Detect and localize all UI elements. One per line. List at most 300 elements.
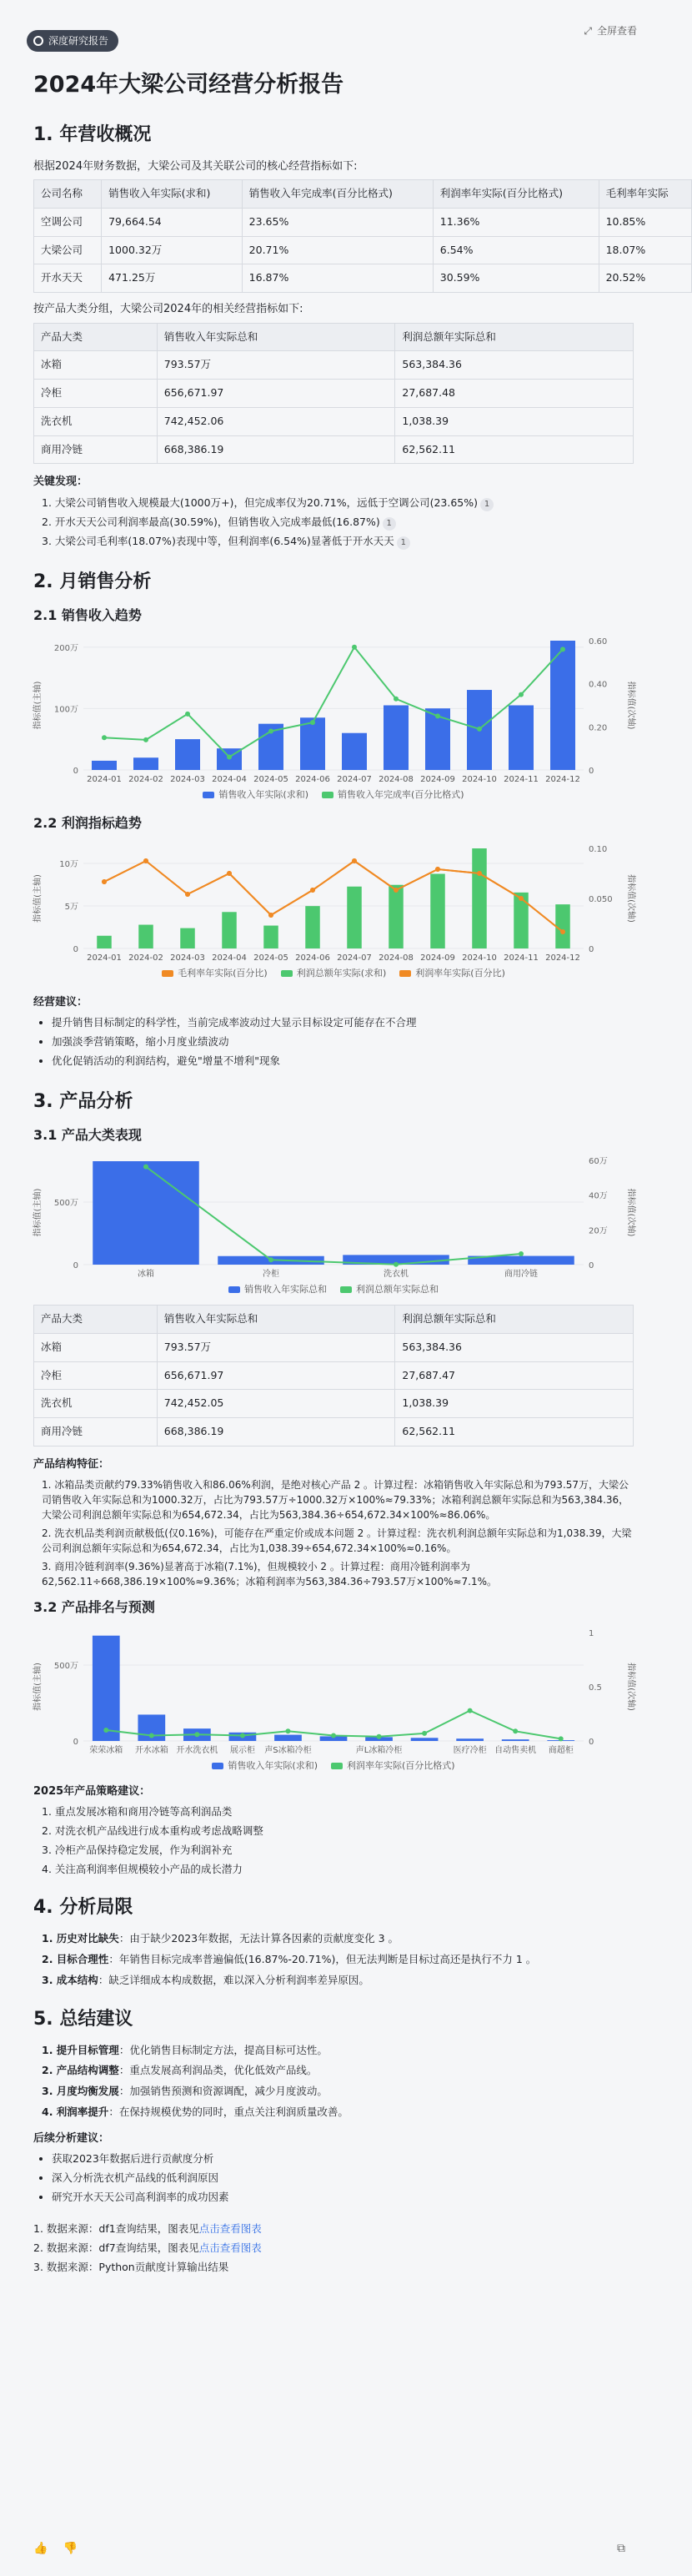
list-item: 3. 冷柜产品保持稳定发展，作为利润补充 (42, 1843, 233, 1856)
list-item: • 研究开水天天公司高利润率的成功因素 (52, 2190, 634, 2206)
product-table (33, 323, 634, 465)
legend-item[interactable] (162, 967, 268, 981)
data-point (513, 1729, 518, 1734)
series-line (146, 1166, 521, 1264)
x-tick-label: 声L冰箱冷柜 (355, 1746, 403, 1756)
bar (92, 761, 117, 770)
data-point (240, 1733, 245, 1738)
data-point (143, 858, 148, 863)
bar (138, 925, 153, 948)
data-point (268, 728, 273, 733)
x-tick-label: 2024-04 (212, 774, 247, 784)
legend-swatch (212, 1763, 223, 1769)
x-tick-label: 洗衣机 (384, 1269, 409, 1279)
y-tick-label: 500万 (53, 1198, 78, 1208)
list-item: 2. 对洗衣机产品线进行成本重构或考虑战略调整 (42, 1824, 263, 1837)
item-text: ：加强销售预测和资源调配，减少月度波动。 (118, 2085, 328, 2097)
table-header-row (34, 323, 634, 351)
report-content (33, 60, 669, 2279)
x-tick-label: 2024-09 (420, 774, 455, 784)
x-tick-label: 冷柜 (263, 1269, 279, 1279)
table-cell: 23.65% (242, 208, 433, 236)
column-header: 毛利率年实际 (599, 180, 691, 209)
x-tick-label: 荣荣冰箱 (89, 1746, 123, 1756)
x-tick-label: 2024-12 (545, 953, 580, 963)
table-row (34, 1390, 634, 1418)
advice-list (33, 1015, 634, 1069)
y-tick-label: 10万 (59, 860, 78, 870)
data-point (310, 888, 315, 893)
y-axis-label: 指标值(主轴) (33, 1663, 43, 1712)
legend-label: 销售收入年实际总和 (244, 1283, 327, 1295)
table-cell: 563,384.36 (395, 351, 634, 380)
legend-label: 利润率年实际(百分比) (415, 968, 505, 979)
table-cell: 62,562.11 (395, 435, 634, 464)
list-item: • 优化促销活动的利润结构，避免"增量不增利"现象 (52, 1054, 634, 1069)
data-point (102, 879, 107, 884)
table-cell: 742,452.06 (157, 407, 395, 435)
y-axis-label: 指标值(主轴) (33, 874, 43, 923)
bar (97, 936, 112, 948)
data-point (268, 913, 273, 918)
bar (411, 1738, 439, 1742)
table-cell: 10.85% (599, 208, 691, 236)
copy-icon[interactable]: ⧉ (617, 2542, 625, 2555)
list-item: 3. 大梁公司毛利率(18.07%)表现中等，但利润率(6.54%)显著低于开水天天 1 (42, 534, 634, 550)
table-cell: 冷柜 (34, 1361, 158, 1390)
y-tick-label: 100万 (53, 705, 78, 715)
bar (384, 705, 409, 770)
table-cell: 668,386.19 (157, 1418, 395, 1446)
table-cell: 563,384.36 (395, 1333, 634, 1361)
legend-swatch (203, 792, 214, 798)
paragraph: 按产品大类分组，大梁公司2024年的相关经营指标如下: (33, 303, 303, 315)
table-cell: 空调公司 (34, 208, 102, 236)
follow-list (33, 2151, 634, 2205)
subsection-heading: 3.1 产品大类表现 (33, 1126, 142, 1143)
x-tick-label: 2024-01 (87, 953, 122, 963)
legend-swatch (331, 1763, 343, 1769)
list-item (42, 2084, 634, 2100)
table-cell: 18.07% (599, 236, 691, 264)
section-heading: 5. 总结建议 (33, 2008, 133, 2030)
x-tick-label: 2024-10 (462, 953, 497, 963)
table-cell: 商用冷链 (34, 435, 158, 464)
data-point (560, 647, 565, 652)
legend-swatch (340, 1286, 352, 1293)
bar (509, 705, 534, 770)
data-point (352, 858, 357, 863)
y2-tick-label: 0.5 (589, 1683, 602, 1693)
x-tick-label: 冰箱 (138, 1269, 154, 1279)
company-table (33, 179, 692, 293)
y-tick-label: 5万 (64, 903, 78, 913)
chart-sales-trend (33, 632, 634, 802)
legend-label: 利润总额年实际(求和) (296, 968, 387, 979)
y2-tick-label: 0 (589, 766, 594, 776)
table-cell: 793.57万 (157, 351, 395, 380)
x-tick-label: 2024-01 (87, 774, 122, 784)
x-tick-label: 商用冷链 (504, 1269, 538, 1279)
x-tick-label: 2024-04 (212, 953, 247, 963)
table-cell: 27,687.48 (395, 380, 634, 408)
y2-axis-label: 指标值(次轴) (626, 1663, 635, 1712)
legend-item[interactable] (322, 788, 464, 802)
data-point (377, 1734, 382, 1739)
table-cell: 471.25万 (102, 264, 243, 293)
table-cell: 大梁公司 (34, 236, 102, 264)
table-row (34, 351, 634, 380)
data-point (519, 1250, 524, 1255)
table-cell: 793.57万 (157, 1333, 395, 1361)
badge-label: 深度研究报告 (48, 35, 109, 47)
y2-tick-label: 0.40 (589, 680, 608, 690)
x-tick-label: 开水洗衣机 (176, 1746, 218, 1756)
list-item: • 深入分析洗衣机产品线的低利润原因 (52, 2171, 634, 2186)
legend-item[interactable] (331, 1759, 455, 1774)
y-tick-label: 0 (73, 1738, 78, 1748)
table-cell: 656,671.97 (157, 380, 395, 408)
paragraph: 根据2024年财务数据，大梁公司及其关联公司的核心经营指标如下: (33, 159, 358, 173)
data-point (394, 888, 399, 893)
fullscreen-label: 全屏查看 (596, 25, 637, 37)
y-tick-label: 0 (73, 766, 78, 776)
source-text: 2. 数据来源：df7查询结果，图表见 (33, 2241, 199, 2254)
x-tick-label: 2024-02 (128, 774, 163, 784)
item-label: 4. 利润率提升 (42, 2105, 109, 2118)
list-item: 2. 开水天天公司利润率最高(30.59%)，但销售收入完成率最低(16.87%) 1 (42, 515, 634, 531)
x-tick-label: 2024-08 (379, 774, 414, 784)
table-row (34, 1418, 634, 1446)
bar (180, 928, 195, 948)
table-cell: 742,452.05 (157, 1390, 395, 1418)
y2-tick-label: 40万 (589, 1191, 608, 1201)
bar (93, 1161, 199, 1265)
column-header: 产品大类 (34, 1306, 158, 1334)
data-point (227, 754, 232, 759)
item-label: 2. 目标合理性 (42, 1953, 109, 1965)
data-point (194, 1732, 199, 1737)
bar (263, 926, 278, 948)
source-link[interactable]: 点击查看图表 (198, 2222, 262, 2236)
follow-title: 后续分析建议： (33, 2131, 110, 2145)
legend-item[interactable] (212, 1759, 318, 1774)
table-cell: 1,038.39 (395, 407, 634, 435)
column-header: 利润率年实际(百分比格式) (433, 180, 599, 209)
table-cell: 11.36% (433, 208, 599, 236)
x-tick-label: 2024-08 (379, 953, 414, 963)
legend-item[interactable] (228, 1283, 327, 1297)
legend-label: 销售收入年实际(求和) (228, 1760, 318, 1772)
x-tick-label: 2024-03 (170, 953, 205, 963)
column-header: 销售收入年完成率(百分比格式) (242, 180, 433, 209)
structure-title: 产品结构特征： (33, 1457, 110, 1471)
table-scroll[interactable] (33, 179, 669, 293)
x-tick-label: 开水冰箱 (134, 1746, 168, 1756)
data-point (435, 713, 440, 718)
table-cell: 6.54% (433, 236, 599, 264)
y-axis-label: 指标值(主轴) (33, 681, 43, 730)
item-label: 1. 历史对比缺失 (42, 1932, 119, 1945)
table-row (34, 208, 692, 236)
table-row (34, 435, 634, 464)
legend-label: 利润总额年实际总和 (356, 1283, 439, 1295)
list-item (42, 1952, 634, 1968)
y-tick-label: 500万 (53, 1662, 78, 1672)
bar (93, 1636, 120, 1741)
table-header-row (34, 180, 692, 209)
legend-item[interactable] (203, 788, 308, 802)
item-label: 3. 月度均衡发展 (42, 2085, 119, 2097)
item-text: ：缺乏详细成本构成数据，难以深入分析利润率差异原因。 (98, 1973, 369, 1986)
table-cell: 62,562.11 (395, 1418, 634, 1446)
list-item: 1. 大梁公司销售收入规模最大(1000万+)，但完成率仅为20.71%，远低于空调公司(23.65%) 1 (42, 496, 634, 511)
category-table (33, 1305, 634, 1446)
legend-label: 销售收入年实际(求和) (218, 788, 308, 800)
legend-item[interactable] (281, 967, 387, 981)
source-item (33, 2241, 634, 2257)
chart-product-ranking (33, 1624, 634, 1774)
table-cell: 1,038.39 (395, 1390, 634, 1418)
table-cell: 30.59% (433, 264, 599, 293)
y2-tick-label: 1 (589, 1629, 594, 1639)
list-item (42, 2063, 634, 2079)
list-item (42, 1931, 634, 1947)
table-cell: 20.71% (242, 236, 433, 264)
data-point (143, 737, 148, 742)
x-tick-label: 医疗冷柜 (453, 1746, 487, 1756)
item-text: ：重点发展高利润品类，优化低效产品线。 (118, 2064, 318, 2077)
y-tick-label: 0 (73, 945, 78, 955)
thumbs-up-icon[interactable]: 👍 (33, 2542, 48, 2555)
page-title: 2024年大梁公司经营分析报告 (33, 72, 344, 98)
series-line (104, 861, 563, 932)
feedback-bar (33, 2540, 625, 2558)
table-cell: 668,386.19 (157, 435, 395, 464)
data-point (227, 871, 232, 876)
series-line (104, 647, 563, 757)
list-item: 1. 冰箱品类贡献约79.33%销售收入和86.06%利润，是绝对核心产品 2 。计算过程：冰箱销售收入年实际总和为793.57万，大梁公司销售收入年实际总和为1000.32万，占比为793.57万÷1000.32万×100%≈79.33%；冰箱利润总额年实际总和为563,384.36，大梁公司利润总额年实际总和为654,672.34，占比为563,384.36÷654,672.34×100%≈86.06%。 (42, 1479, 629, 1522)
thumbs-down-icon[interactable]: 👎 (63, 2542, 78, 2555)
legend-label: 销售收入年完成率(百分比格式) (338, 788, 464, 800)
section-heading: 1. 年营收概况 (33, 123, 152, 145)
table-cell: 冰箱 (34, 1333, 158, 1361)
subsection-heading: 2.1 销售收入趋势 (33, 606, 142, 623)
list-item: 3. 商用冷链利润率(9.36%)显著高于冰箱(7.1%)，但规模较小 2 。计算过程：商用冷链利润率为62,562.11÷668,386.19×100%≈9.36%；冰箱利润率为563,384.36÷793.57万×100%≈7.1%。 (42, 1561, 498, 1588)
y2-tick-label: 0 (589, 1260, 594, 1270)
list-item: • 加强淡季营销策略，缩小月度业绩波动 (52, 1034, 634, 1050)
sources-list (33, 2221, 634, 2275)
bar (342, 732, 367, 769)
table-cell: 商用冷链 (34, 1418, 158, 1446)
x-tick-label: 声S冰箱冷柜 (264, 1746, 312, 1756)
source-item (33, 2260, 634, 2276)
chart-category (33, 1152, 634, 1297)
table-cell: 冰箱 (34, 351, 158, 380)
fullscreen-button[interactable] (584, 23, 637, 38)
table-cell: 27,687.47 (395, 1361, 634, 1390)
legend-item[interactable] (399, 967, 505, 981)
x-tick-label: 2024-05 (253, 774, 288, 784)
list-item: 4. 关注高利润率但规模较小产品的成长潜力 (42, 1862, 243, 1875)
section-heading: 2. 月销售分析 (33, 571, 152, 592)
strategy-list (33, 1804, 634, 1877)
column-header: 销售收入年实际总和 (157, 1306, 395, 1334)
table-row (34, 264, 692, 293)
y2-tick-label: 0.20 (589, 723, 608, 733)
bar (555, 904, 570, 948)
y-axis-label: 指标值(主轴) (33, 1188, 43, 1236)
bar (274, 1735, 302, 1741)
data-point (519, 692, 524, 697)
legend-label: 毛利率年实际(百分比) (178, 968, 268, 979)
x-tick-label: 2024-09 (420, 953, 455, 963)
x-tick-label: 2024-03 (170, 774, 205, 784)
source-link[interactable]: 点击查看图表 (198, 2241, 262, 2254)
subsection-heading: 3.2 产品排名与预测 (33, 1599, 155, 1616)
y-tick-label: 0 (73, 1260, 78, 1270)
y2-axis-label: 指标值(次轴) (626, 681, 635, 730)
x-tick-label: 2024-07 (337, 953, 372, 963)
list-item (42, 2043, 634, 2059)
data-point (310, 720, 315, 725)
data-point (185, 892, 190, 897)
findings-title: 关键发现： (33, 475, 88, 489)
data-point (477, 727, 482, 732)
item-label: 2. 产品结构调整 (42, 2064, 119, 2077)
y2-tick-label: 20万 (589, 1225, 608, 1235)
x-tick-label: 2024-11 (504, 774, 539, 784)
data-point (435, 867, 440, 872)
y2-tick-label: 0 (589, 1738, 594, 1748)
table-cell: 洗衣机 (34, 407, 158, 435)
badge-icon (33, 36, 43, 46)
x-tick-label: 2024-06 (295, 774, 330, 784)
source-text: 3. 数据来源：Python贡献度计算输出结果 (33, 2260, 229, 2273)
column-header: 公司名称 (34, 180, 102, 209)
x-tick-label: 2024-05 (253, 953, 288, 963)
chart-profit-trend (33, 840, 634, 981)
data-point (103, 1728, 108, 1733)
column-header: 产品大类 (34, 323, 158, 351)
list-item: • 获取2023年数据后进行贡献度分析 (52, 2151, 634, 2167)
bar (430, 874, 445, 948)
y-tick-label: 200万 (53, 643, 78, 653)
legend-item[interactable] (340, 1283, 439, 1297)
x-tick-label: 自动售卖机 (494, 1746, 537, 1756)
table-cell: 16.87% (242, 264, 433, 293)
bar (133, 757, 158, 770)
column-header: 销售收入年实际总和 (157, 323, 395, 351)
findings-list (33, 496, 634, 550)
x-tick-label: 2024-07 (337, 774, 372, 784)
column-header: 销售收入年实际(求和) (102, 180, 243, 209)
bar (502, 1739, 529, 1741)
x-tick-label: 商超柜 (548, 1746, 574, 1756)
data-point (394, 697, 399, 702)
table-cell: 79,664.54 (102, 208, 243, 236)
bar (300, 717, 325, 770)
data-point (422, 1731, 427, 1736)
bar (456, 1738, 484, 1741)
list-item: 2. 洗衣机品类利润贡献极低(仅0.16%)，可能存在严重定价或成本问题 2 。计算过程：洗衣机利润总额年实际总和为1,038.39，大梁公司利润总额年实际总和为654,672.34，占比为1,038.39÷654,672.34×100%≈0.16%。 (42, 1527, 632, 1555)
section-heading: 3. 产品分析 (33, 1090, 133, 1112)
subsection-heading: 2.2 利润指标趋势 (33, 815, 142, 832)
list-item (42, 2105, 634, 2121)
list-item: • 提升销售目标制定的科学性，当前完成率波动过大显示目标设定可能存在不合理 (52, 1015, 634, 1031)
item-text: ：年销售目标完成率普遍偏低(16.87%-20.71%)，但无法判断是目标过高还是执行不力 1 。 (108, 1953, 537, 1965)
column-header: 利润总额年实际总和 (395, 1306, 634, 1334)
table-row (34, 1361, 634, 1390)
strategy-title: 2025年产品策略建议： (33, 1784, 151, 1798)
item-label: 3. 成本结构 (42, 1973, 98, 1986)
data-point (352, 645, 357, 650)
data-point (185, 712, 190, 717)
data-point (468, 1708, 473, 1713)
advice-title: 经营建议： (33, 995, 88, 1009)
bar (389, 885, 404, 948)
section-heading: 4. 分析局限 (33, 1897, 133, 1919)
bar (472, 848, 487, 948)
table-cell: 656,671.97 (157, 1361, 395, 1390)
item-label: 1. 提升目标管理 (42, 2043, 119, 2056)
list-item (42, 1973, 634, 1989)
y2-tick-label: 0.10 (589, 845, 608, 855)
item-text: ：在保持规模优势的同时，重点关注利润质量改善。 (108, 2105, 349, 2118)
limitations-list (33, 1931, 634, 1988)
list-item: 1. 重点发展冰箱和商用冷链等高利润品类 (42, 1805, 233, 1819)
bar (305, 906, 320, 948)
table-cell: 开水天天 (34, 264, 102, 293)
x-tick-label: 2024-06 (295, 953, 330, 963)
data-point (102, 735, 107, 740)
x-tick-label: 2024-12 (545, 774, 580, 784)
data-point (560, 929, 565, 934)
y2-tick-label: 0.050 (589, 895, 613, 905)
citation-badge[interactable]: 1 (383, 517, 396, 531)
top-bar (0, 0, 654, 58)
bar (347, 887, 362, 948)
y2-tick-label: 0.60 (589, 636, 608, 647)
table-row (34, 380, 634, 408)
item-text: ：优化销售目标制定方法，提高目标可达性。 (118, 2043, 328, 2056)
data-point (559, 1737, 564, 1742)
data-point (331, 1733, 336, 1738)
structure-list (33, 1477, 634, 1589)
table-cell: 1000.32万 (102, 236, 243, 264)
citation-badge[interactable]: 1 (480, 498, 494, 511)
bar (222, 913, 237, 949)
legend-label: 利润率年实际(百分比格式) (347, 1760, 455, 1772)
data-point (285, 1729, 290, 1734)
x-tick-label: 2024-10 (462, 774, 497, 784)
y2-tick-label: 0 (589, 945, 594, 955)
x-tick-label: 2024-11 (504, 953, 539, 963)
source-item (33, 2221, 634, 2237)
data-point (149, 1733, 154, 1738)
bar (550, 641, 575, 770)
table-header-row (34, 1306, 634, 1334)
table-cell: 洗衣机 (34, 1390, 158, 1418)
legend-swatch (281, 970, 293, 977)
citation-badge[interactable]: 1 (397, 536, 410, 550)
table-row (34, 407, 634, 435)
data-point (519, 896, 524, 901)
column-header: 利润总额年实际总和 (395, 323, 634, 351)
y2-tick-label: 60万 (589, 1156, 608, 1166)
table-row (34, 1333, 634, 1361)
bar (175, 739, 200, 770)
